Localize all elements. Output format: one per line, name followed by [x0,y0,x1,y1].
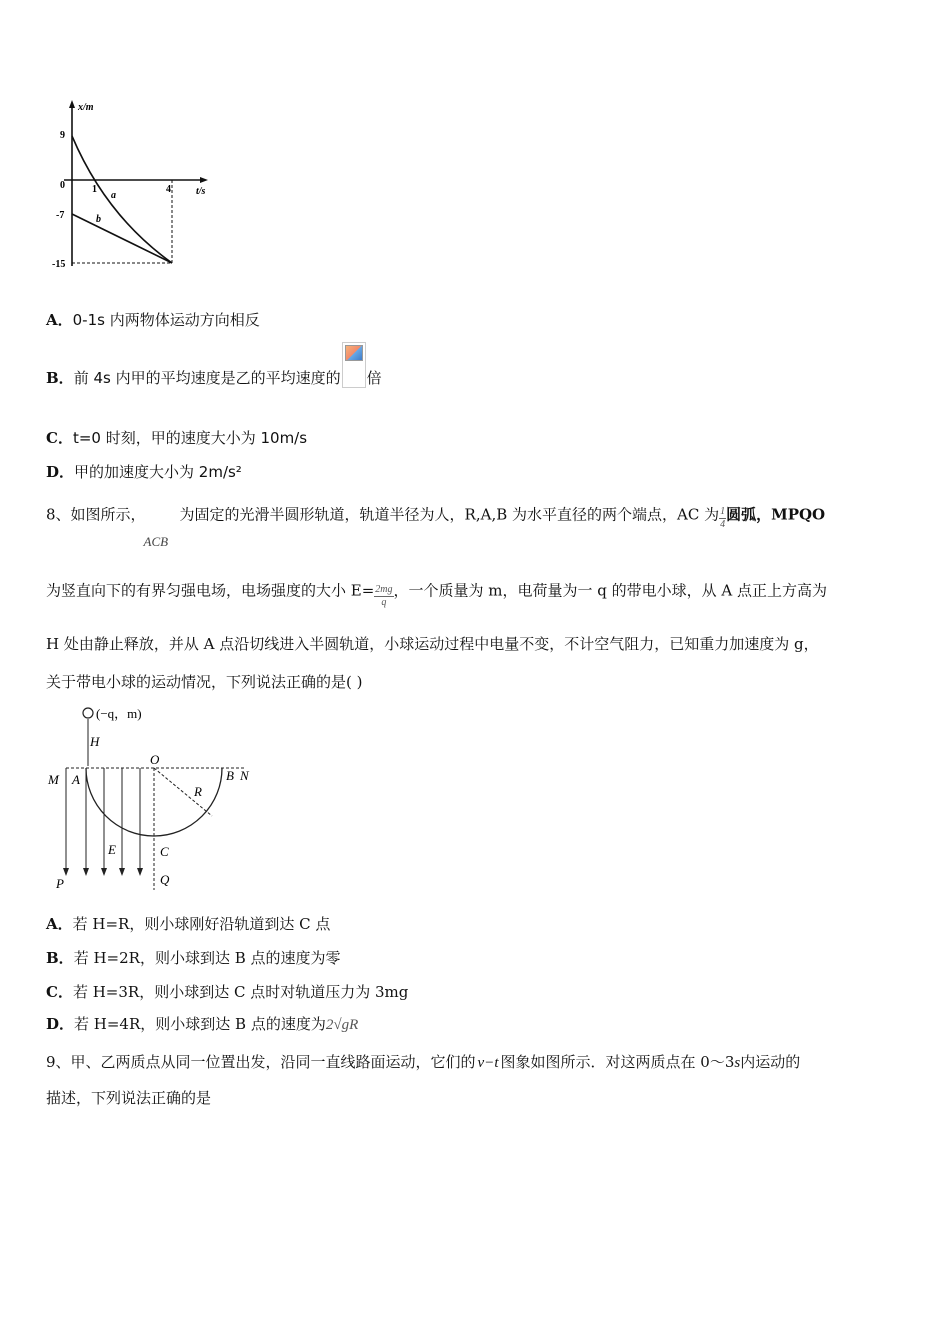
q8-line-2: 为竖直向下的有界匀强电场，电场强度的大小 E= $\frac{2mg}{q}$ ，一个质量为 m，电荷量为一 q 的带电小球，从 A 点正上方高为 [46,581,828,608]
q9-line-2: 描述，下列说法正确的是 [46,1089,212,1107]
label-Q: Q [160,872,170,887]
q8-line-1: 8、如图所示， ACB 为固定的光滑半圆形轨道，轨道半径为人，R,A,B 为水平直径的两个端点，AC 为 $\frac{1}{4}$ 圆弧，MPQO [46,500,825,531]
track-diagram [46,700,266,896]
ball-label: (−q，m) [96,706,142,721]
q7-option-d: D．甲的加速度大小为 2m/s² [46,463,242,481]
q9-line-1: 9、甲、乙两质点从同一位置出发，沿同一直线路面运动，它们的 v−t 图象如图所示．对这两质点在 0～3s内运动的 [46,1053,801,1071]
x-tick-4: 4 [166,184,171,195]
q8-option-d: D．若 H=4R，则小球到达 B 点的速度为2√gR [46,1015,359,1033]
label-M: M [48,772,59,787]
curve-a-label: a [111,190,116,201]
q8-option-b: B．若 H=2R，则小球到达 B 点的速度为零 [46,949,341,967]
x-tick-1: 1 [92,184,97,195]
label-C: C [160,844,169,859]
arc-acb-label: ACB [143,533,169,549]
y-tick-neg7: -7 [56,210,65,221]
label-O: O [150,752,160,767]
y-axis-label: x/m [78,102,94,113]
label-A: A [72,772,80,787]
x-axis-label: t/s [196,186,206,197]
velocity-formula: 2√gR [325,1017,359,1033]
label-E: E [108,842,116,857]
ball [83,708,93,718]
q7-option-a: A．0-1s 内两物体运动方向相反 [46,311,260,329]
y-tick-0: 0 [60,180,65,191]
q8-line-3: H 处由静止释放，并从 A 点沿切线进入半圆轨道，小球运动过程中电量不变，不计空气阻力，已知重力加速度为 g， [46,635,819,653]
label-R: R [194,784,202,799]
q7-option-c: C．t=0 时刻，甲的速度大小为 10m/s [46,429,308,447]
line-b-label: b [96,214,101,225]
broken-image-icon [342,342,366,388]
q7-option-b: B．前 4s 内甲的平均速度是乙的平均速度的 倍 [46,368,382,388]
label-P: P [56,876,64,891]
xt-graph [46,96,226,276]
q8-option-c: C．若 H=3R，则小球到达 C 点时对轨道压力为 3mg [46,983,409,1001]
label-B: B [226,768,234,783]
field-fraction: $\frac{2mg}{q}$ [375,584,393,608]
label-N: N [240,768,249,783]
y-tick-9: 9 [60,130,65,141]
q8-line-4: 关于带电小球的运动情况，下列说法正确的是( ) [46,673,363,691]
y-tick-neg15: -15 [52,259,66,270]
q8-option-a: A．若 H=R，则小球刚好沿轨道到达 C 点 [46,915,331,933]
label-H: H [90,734,100,749]
quarter-fraction: $\frac{1}{4}$ [720,506,726,530]
